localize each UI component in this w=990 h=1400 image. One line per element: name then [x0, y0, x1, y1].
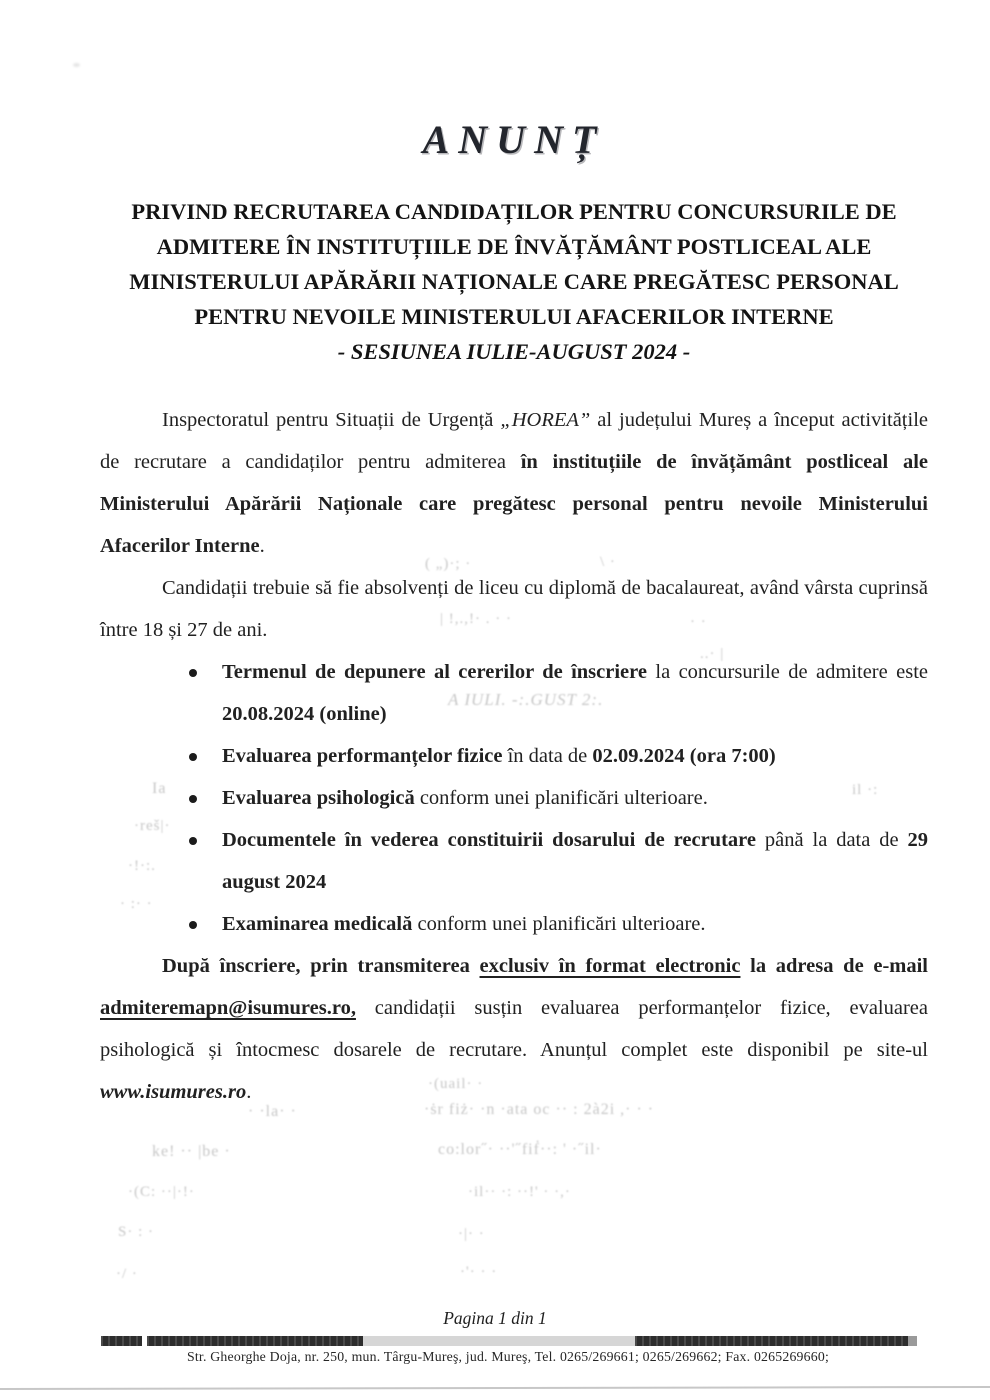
- bleed-through-artifact: S· : ·: [118, 1224, 154, 1240]
- title-block: [100, 116, 928, 163]
- heading-line-2: ADMITERE ÎN INSTITUȚIILE DE ÎNVĂȚĂMÂNT POSTLICEAL ALE: [156, 234, 872, 259]
- bleed-through-artifact: ke! ·· |be ·: [152, 1143, 231, 1160]
- footer-bar-segment-dark-2: [147, 1336, 363, 1346]
- text-run: „HOREA”: [500, 409, 591, 431]
- bleed-through-artifact: · ·: [690, 614, 707, 630]
- body-text: [100, 399, 928, 1113]
- text-run: Termenul de depunere al cererilor de înscriere: [222, 661, 647, 683]
- deadline-bullet-list: [100, 651, 928, 945]
- bleed-through-artifact: ·il·· ·: ··!' · ·,·: [468, 1184, 571, 1200]
- footer-bar-segment-dark-1: [101, 1336, 142, 1346]
- bullet-item-physical-evaluation: [100, 735, 928, 777]
- bleed-through-artifact: ·!·:.: [128, 858, 156, 874]
- text-run: Evaluarea psihologică: [222, 787, 415, 809]
- bleed-through-artifact: ·|· ·: [458, 1226, 485, 1242]
- text-run: al județului Mureș a început activitățile de recrutare a candidaților pentru admiterea: [100, 409, 928, 473]
- bleed-through-artifact: A IULI. -:.GUST 2:.: [448, 690, 604, 709]
- bullet-item-enrollment-deadline: [100, 651, 928, 735]
- text-run: www.isumures.ro: [100, 1081, 247, 1103]
- text-run: Candidații trebuie să fie absolvenți de liceu cu diplomă de bacalaureat, având vârsta cuprinsă între 18 și 27 de ani.: [100, 577, 928, 641]
- heading-block: [80, 194, 948, 369]
- page-number-label: Pagina 1 din 1: [443, 1308, 547, 1328]
- heading-line-4: PENTRU NEVOILE MINISTERULUI AFACERILOR INTERNE: [194, 304, 834, 329]
- text-run: în instituțiile de învățământ postliceal ale Ministerului Apărării Naționale care pregătesc personal pentru nevoile Ministerului Afacerilor Interne: [100, 451, 928, 557]
- text-run: în data de: [502, 745, 593, 767]
- bleed-through-artifact: ·(C: ··|·!·: [128, 1184, 195, 1200]
- bleed-through-artifact: il ·:: [852, 782, 879, 798]
- text-run: exclusiv în format electronic: [479, 955, 741, 977]
- paragraph-submission-info: [100, 945, 928, 1113]
- text-run: conform unei planificări ulterioare.: [414, 787, 708, 809]
- heading-line-1: PRIVIND RECRUTAREA CANDIDAȚILOR PENTRU CONCURSURILE DE: [131, 199, 897, 224]
- text-run: candidații susțin evaluarea performanțelor fizice, evaluarea psihologică și întocmesc dosarele de recrutare. Anunțul complet este disponibil pe site-ul: [100, 997, 928, 1061]
- text-run: 29 august 2024: [222, 829, 928, 893]
- bleed-through-artifact: Ia: [152, 780, 167, 797]
- text-run: la concursurile de admitere este: [646, 661, 928, 683]
- text-run: până la data de: [755, 829, 908, 851]
- document-title: ANUNȚ: [422, 117, 606, 162]
- scan-speck-artifact: [73, 63, 80, 67]
- footer-bar-segment-light: [363, 1336, 635, 1346]
- text-run: 02.09.2024 (ora 7:00): [592, 745, 776, 767]
- bleed-through-artifact: ·ṡr fiż· ·n ·ata oc ·· : 2à2i ,· · ·: [424, 1101, 655, 1118]
- text-run: Documentele în vederea constituirii dosarului de recrutare: [222, 829, 756, 851]
- heading-line-3: MINISTERULUI APĂRĂRII NAȚIONALE CARE PREGĂTESC PERSONAL: [129, 269, 899, 294]
- text-run: Evaluarea performanțelor fizice: [222, 745, 503, 767]
- footer-address: Str. Gheorghe Doja, nr. 250, mun. Târgu-Mureş, jud. Mureş, Tel. 0265/269661; 0265/269662; Fax. 0265269660;: [187, 1349, 829, 1364]
- bullet-item-psychological-evaluation: [100, 777, 928, 819]
- bullet-item-recruitment-file: [100, 819, 928, 903]
- bleed-through-artifact: | !,.,!· . · ·: [440, 611, 512, 627]
- text-run: .: [259, 535, 265, 557]
- text-run: După înscriere, prin transmiterea: [162, 955, 480, 977]
- footer-bar-segment-tip: [908, 1336, 917, 1346]
- bleed-through-artifact: ( „)·; ·: [425, 556, 472, 572]
- bleed-through-artifact: · :· ·: [120, 896, 153, 912]
- paragraph-intro: [100, 399, 928, 567]
- bleed-through-artifact: ·'· · ·: [460, 1264, 498, 1280]
- text-run: admiteremapn@isumures.ro,: [100, 997, 356, 1019]
- bleed-through-artifact: · ·la· ·: [248, 1103, 297, 1120]
- scan-edge-line-artifact: [0, 1386, 990, 1390]
- text-run: 20.08.2024 (online): [222, 703, 387, 725]
- text-run: Inspectoratul pentru Situații de Urgență: [162, 409, 501, 431]
- bleed-through-artifact: co:lor˝· ··'˝fiḟ··: ' ·˝il·: [438, 1141, 602, 1158]
- bleed-through-artifact: ·(uail· ·: [428, 1076, 484, 1092]
- bleed-through-artifact: ..· |: [700, 646, 725, 662]
- bleed-through-artifact: ·reš|·: [134, 818, 171, 834]
- footer-bar-segment-dark-3: [635, 1336, 908, 1346]
- text-run: la adresa de e-mail: [740, 955, 928, 977]
- text-run: .: [246, 1081, 252, 1103]
- paragraph-eligibility: [100, 567, 928, 651]
- page-footer: [0, 1308, 990, 1364]
- bleed-through-artifact: ·/ ·: [116, 1266, 138, 1282]
- bleed-through-artifact: \ ·: [600, 554, 616, 570]
- footer-bar: [101, 1336, 917, 1346]
- text-run: Examinarea medicală: [222, 913, 413, 935]
- heading-session-line: - SESIUNEA IULIE-AUGUST 2024 -: [337, 339, 691, 364]
- text-run: conform unei planificări ulterioare.: [412, 913, 706, 935]
- bullet-item-medical-exam: [100, 903, 928, 945]
